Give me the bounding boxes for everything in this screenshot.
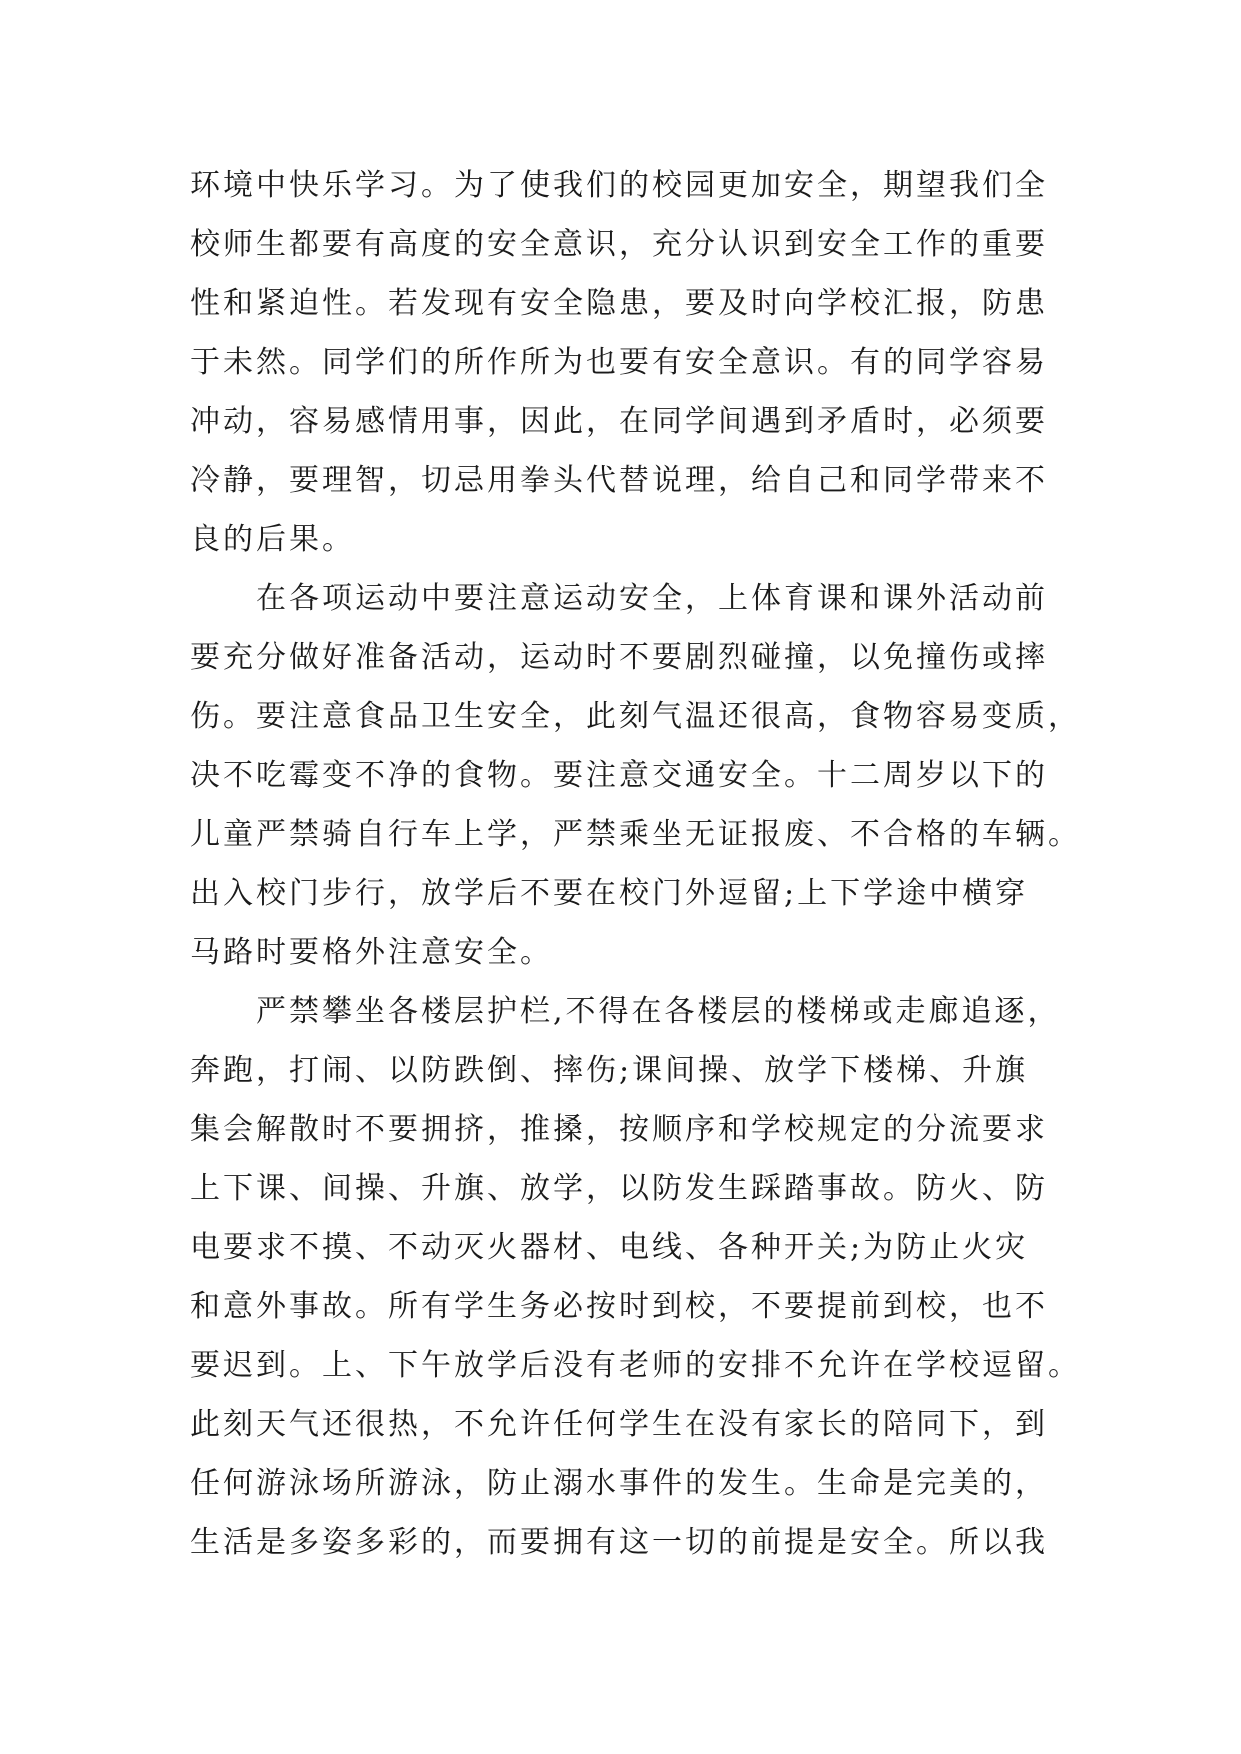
text-line: 出入校门步行，放学后不要在校门外逗留;上下学途中横穿 xyxy=(190,876,1029,911)
text-line: 生活是多姿多彩的，而要拥有这一切的前提是安全。所以我 xyxy=(190,1525,1048,1560)
text-line: 冷静，要理智，切忌用拳头代替说理，给自己和同学带来不 xyxy=(190,463,1048,498)
text-line: 儿童严禁骑自行车上学，严禁乘坐无证报废、不合格的车辆。 xyxy=(190,817,1081,852)
text-line: 环境中快乐学习。为了使我们的校园更加安全，期望我们全 xyxy=(190,168,1048,203)
text-line: 马路时要格外注意安全。 xyxy=(190,935,553,970)
text-line: 要迟到。上、下午放学后没有老师的安排不允许在学校逗留。 xyxy=(190,1348,1081,1383)
text-line: 性和紧迫性。若发现有安全隐患，要及时向学校汇报，防患 xyxy=(190,286,1048,321)
text-line: 于未然。同学们的所作所为也要有安全意识。有的同学容易 xyxy=(190,345,1048,380)
paragraph-3 xyxy=(190,982,1081,1572)
paragraph-1 xyxy=(190,156,1060,569)
text-line: 要充分做好准备活动，运动时不要剧烈碰撞，以免撞伤或摔 xyxy=(190,640,1048,675)
text-line: 伤。要注意食品卫生安全，此刻气温还很高，食物容易变质， xyxy=(190,699,1081,734)
text-line: 集会解散时不要拥挤，推搡，按顺序和学校规定的分流要求 xyxy=(190,1112,1048,1147)
text-line: 此刻天气还很热，不允许任何学生在没有家长的陪同下，到 xyxy=(190,1407,1048,1442)
text-line: 上下课、间操、升旗、放学，以防发生踩踏事故。防火、防 xyxy=(190,1171,1048,1206)
text-line: 电要求不摸、不动灭火器材、电线、各种开关;为防止火灾 xyxy=(190,1230,1029,1265)
text-line-indented: 严禁攀坐各楼层护栏,不得在各楼层的楼梯或走廊追逐， xyxy=(256,994,1061,1029)
document-body xyxy=(190,156,1081,1572)
text-line-indented: 在各项运动中要注意运动安全，上体育课和课外活动前 xyxy=(256,581,1048,616)
text-line: 校师生都要有高度的安全意识，充分认识到安全工作的重要 xyxy=(190,227,1048,262)
text-line: 任何游泳场所游泳，防止溺水事件的发生。生命是完美的， xyxy=(190,1466,1048,1501)
text-line: 奔跑，打闹、以防跌倒、摔伤;课间操、放学下楼梯、升旗 xyxy=(190,1053,1029,1088)
text-line: 和意外事故。所有学生务必按时到校，不要提前到校，也不 xyxy=(190,1289,1048,1324)
text-line: 决不吃霉变不净的食物。要注意交通安全。十二周岁以下的 xyxy=(190,758,1048,793)
text-line: 良的后果。 xyxy=(190,522,355,557)
text-line: 冲动，容易感情用事，因此，在同学间遇到矛盾时，必须要 xyxy=(190,404,1048,439)
paragraph-2 xyxy=(190,569,1081,982)
